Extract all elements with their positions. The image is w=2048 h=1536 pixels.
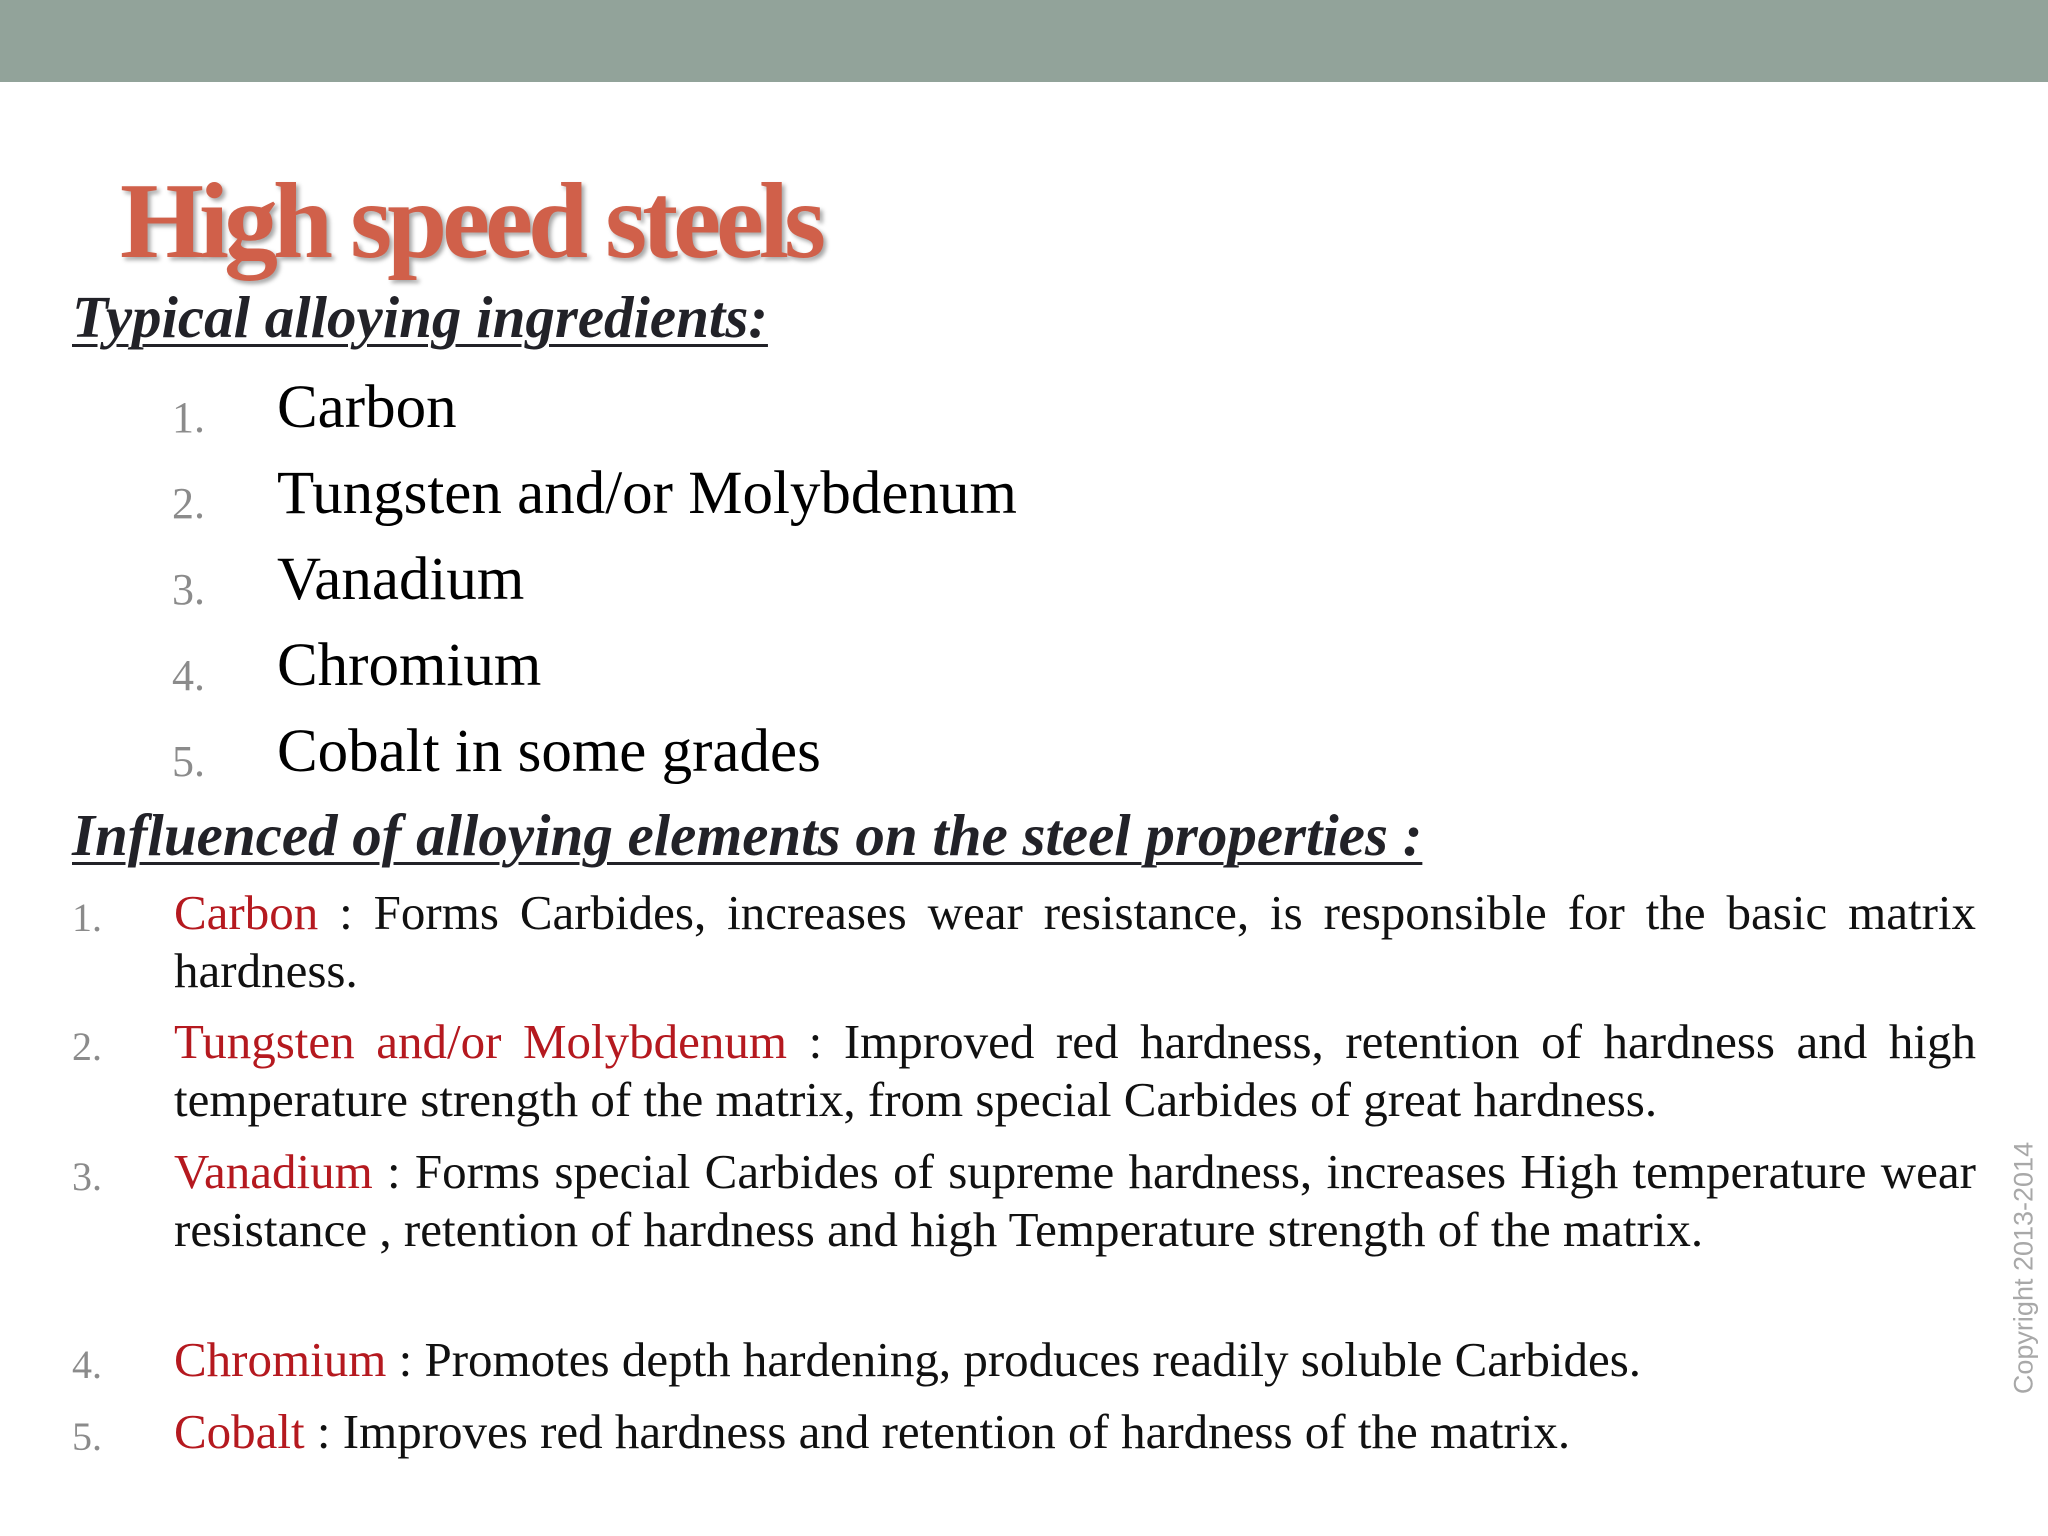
element-name: Tungsten and/or Molybdenum	[174, 1014, 788, 1069]
ingredient-label: Chromium	[277, 632, 542, 699]
ingredient-item-chromium	[0, 632, 1200, 702]
top-accent-band	[0, 0, 2048, 82]
ingredients-heading: Typical alloying ingredients:	[72, 284, 768, 350]
ingredient-item-tungsten-molybdenum	[0, 460, 1200, 530]
influence-number: 4.	[72, 1342, 102, 1387]
influence-text	[174, 1143, 1976, 1259]
ingredient-item-carbon	[0, 374, 1200, 444]
influence-number: 5.	[72, 1414, 102, 1459]
element-description: : Improves red hardness and retention of hardness of the matrix.	[304, 1404, 1571, 1459]
influence-heading: Influenced of alloying elements on the steel properties :	[72, 802, 1423, 868]
ingredient-label: Carbon	[277, 374, 457, 441]
element-description: : Forms special Carbides of supreme hardness, increases High temperature wear resistance , retention of hardness and high Temperature strength of the matrix.	[174, 1144, 1976, 1257]
ingredient-number: 5.	[172, 737, 205, 786]
influence-number: 3.	[72, 1154, 102, 1199]
element-name: Chromium	[174, 1332, 387, 1387]
element-description: : Promotes depth hardening, produces readily soluble Carbides.	[386, 1332, 1642, 1387]
ingredient-label: Vanadium	[277, 546, 525, 613]
slide-title: High speed steels	[120, 162, 822, 281]
copyright-notice: Copyright 2013-2014	[2008, 1141, 2039, 1395]
influence-number: 1.	[72, 895, 102, 940]
ingredient-number: 1.	[172, 393, 205, 442]
ingredient-label: Tungsten and/or Molybdenum	[277, 460, 1017, 527]
ingredient-item-cobalt	[0, 718, 1200, 788]
ingredient-item-vanadium	[0, 546, 1200, 616]
element-name: Cobalt	[174, 1404, 305, 1459]
influence-text	[174, 1013, 1976, 1129]
influence-text	[174, 1331, 1976, 1389]
influence-text	[174, 884, 1976, 1000]
ingredient-number: 2.	[172, 479, 205, 528]
element-name: Vanadium	[174, 1144, 373, 1199]
element-description: : Improved red hardness, retention of hardness and high temperature strength of the matrix, from special Carbides of great hardness.	[174, 1014, 1976, 1127]
ingredient-label: Cobalt in some grades	[277, 718, 821, 785]
element-description: : Forms Carbides, increases wear resistance, is responsible for the basic matrix hardness.	[174, 885, 1976, 998]
element-name: Carbon	[174, 885, 319, 940]
influence-text	[174, 1403, 1976, 1461]
influence-number: 2.	[72, 1024, 102, 1069]
ingredient-number: 3.	[172, 565, 205, 614]
ingredient-number: 4.	[172, 651, 205, 700]
